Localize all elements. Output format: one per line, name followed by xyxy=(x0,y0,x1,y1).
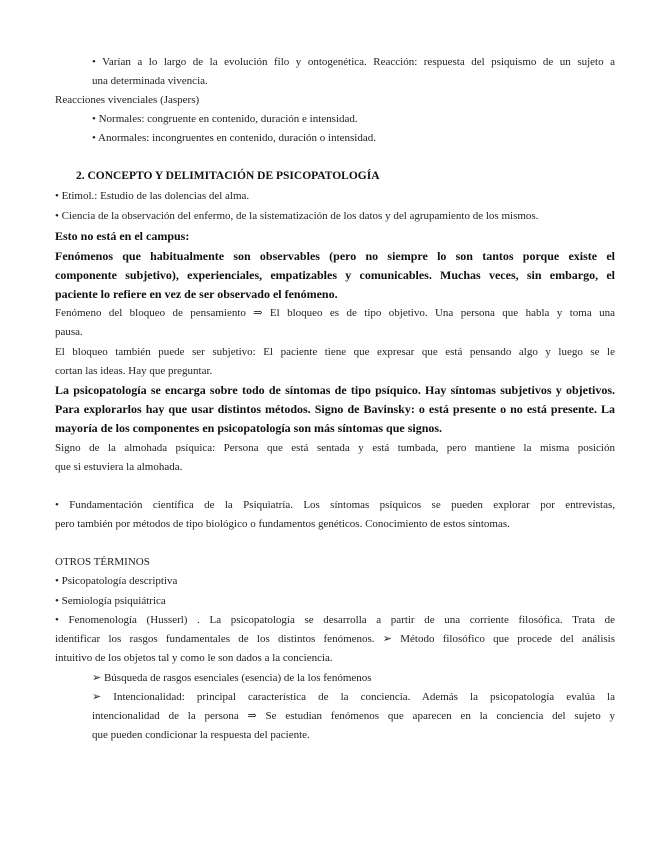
text-line: identificar los rasgos fundamentales de los distintos fenómenos. ➢ Método filosófico que procede del análisis xyxy=(55,633,615,645)
text-line: pausa. xyxy=(55,326,83,338)
text-line: cortan las ideas. Hay que preguntar. xyxy=(55,365,213,377)
text-line: que si estuviera la almohada. xyxy=(55,461,183,473)
list-item: • Etimol.: Estudio de las dolencias del alma. xyxy=(55,190,250,202)
list-item: • Fenomenología (Husserl) . La psicopatología se desarrolla a partir de una corriente filosófica. Trata de xyxy=(55,614,615,626)
section-heading: 2. CONCEPTO Y DELIMITACIÓN DE PSICOPATOLOGÍA xyxy=(76,170,380,182)
bold-paragraph-line: Para explorarlos hay que usar distintos métodos. Signo de Bavinsky: o está presente o no está presente. La xyxy=(55,402,615,416)
text-line: El bloqueo también puede ser subjetivo: El paciente tiene que expresar que está pensando algo y luego se le xyxy=(55,346,615,358)
list-item: • Ciencia de la observación del enfermo, de la sistematización de los datos y del agrupamiento de los mismos. xyxy=(55,210,539,222)
bold-paragraph-line: Fenómenos que habitualmente son observables (pero no siempre lo son tantos porque existe el xyxy=(55,249,615,263)
text-line: que pueden condicionar la respuesta del paciente. xyxy=(92,729,310,741)
text-line: pero también por métodos de tipo biológico o fundamentos genéticos. Conocimiento de estos síntomas. xyxy=(55,518,510,530)
text-line: intuitivo de los objetos tal y como le son dados a la conciencia. xyxy=(55,652,333,664)
list-item: • Fundamentación científica de la Psiquiatría. Los síntomas psíquicos se pueden explorar por entrevistas, xyxy=(55,499,615,511)
text-line: Signo de la almohada psíquica: Persona que está sentada y está tumbada, pero mantiene la misma posición xyxy=(55,442,615,454)
list-item: ➢ Intencionalidad: principal característica de la conciencia. Además la psicopatología evalúa la xyxy=(92,691,615,703)
list-item: • Psicopatología descriptiva xyxy=(55,575,178,587)
text-line: intencionalidad de la persona ⇒ Se estudian fenómenos que aparecen en la conciencia del sujeto y xyxy=(92,710,615,722)
text-line: Fenómeno del bloqueo de pensamiento ⇒ El bloqueo es de tipo objetivo. Una persona que habla y toma una xyxy=(55,307,615,319)
bold-paragraph-line: paciente lo refiere en vez de ser observado el fenómeno. xyxy=(55,287,338,301)
text-line: una determinada vivencia. xyxy=(92,75,208,87)
list-item: • Normales: congruente en contenido, duración e intensidad. xyxy=(92,113,358,125)
text-line: • Varían a lo largo de la evolución filo y ontogenética. Reacción: respuesta del psiquismo de un sujeto a xyxy=(92,56,615,68)
list-item: • Anormales: incongruentes en contenido, duración o intensidad. xyxy=(92,132,376,144)
list-item: ➢ Búsqueda de rasgos esenciales (esencia) de la los fenómenos xyxy=(92,672,372,684)
bold-paragraph-line: componente subjetivo), experienciales, empatizables y comunicables. Muchas veces, sin embargo, el xyxy=(55,268,615,282)
bold-paragraph-line: mayoría de los componentes en psicopatología son más síntomas que signos. xyxy=(55,421,443,435)
subsection-heading: OTROS TÉRMINOS xyxy=(55,556,150,568)
bold-note: Esto no está en el campus: xyxy=(55,229,190,243)
list-item: • Semiología psiquiátrica xyxy=(55,595,166,607)
bold-paragraph-line: La psicopatología se encarga sobre todo de síntomas de tipo psíquico. Hay síntomas subjetivos y objetivos. xyxy=(55,383,615,397)
text-line: Reacciones vivenciales (Jaspers) xyxy=(55,94,200,106)
